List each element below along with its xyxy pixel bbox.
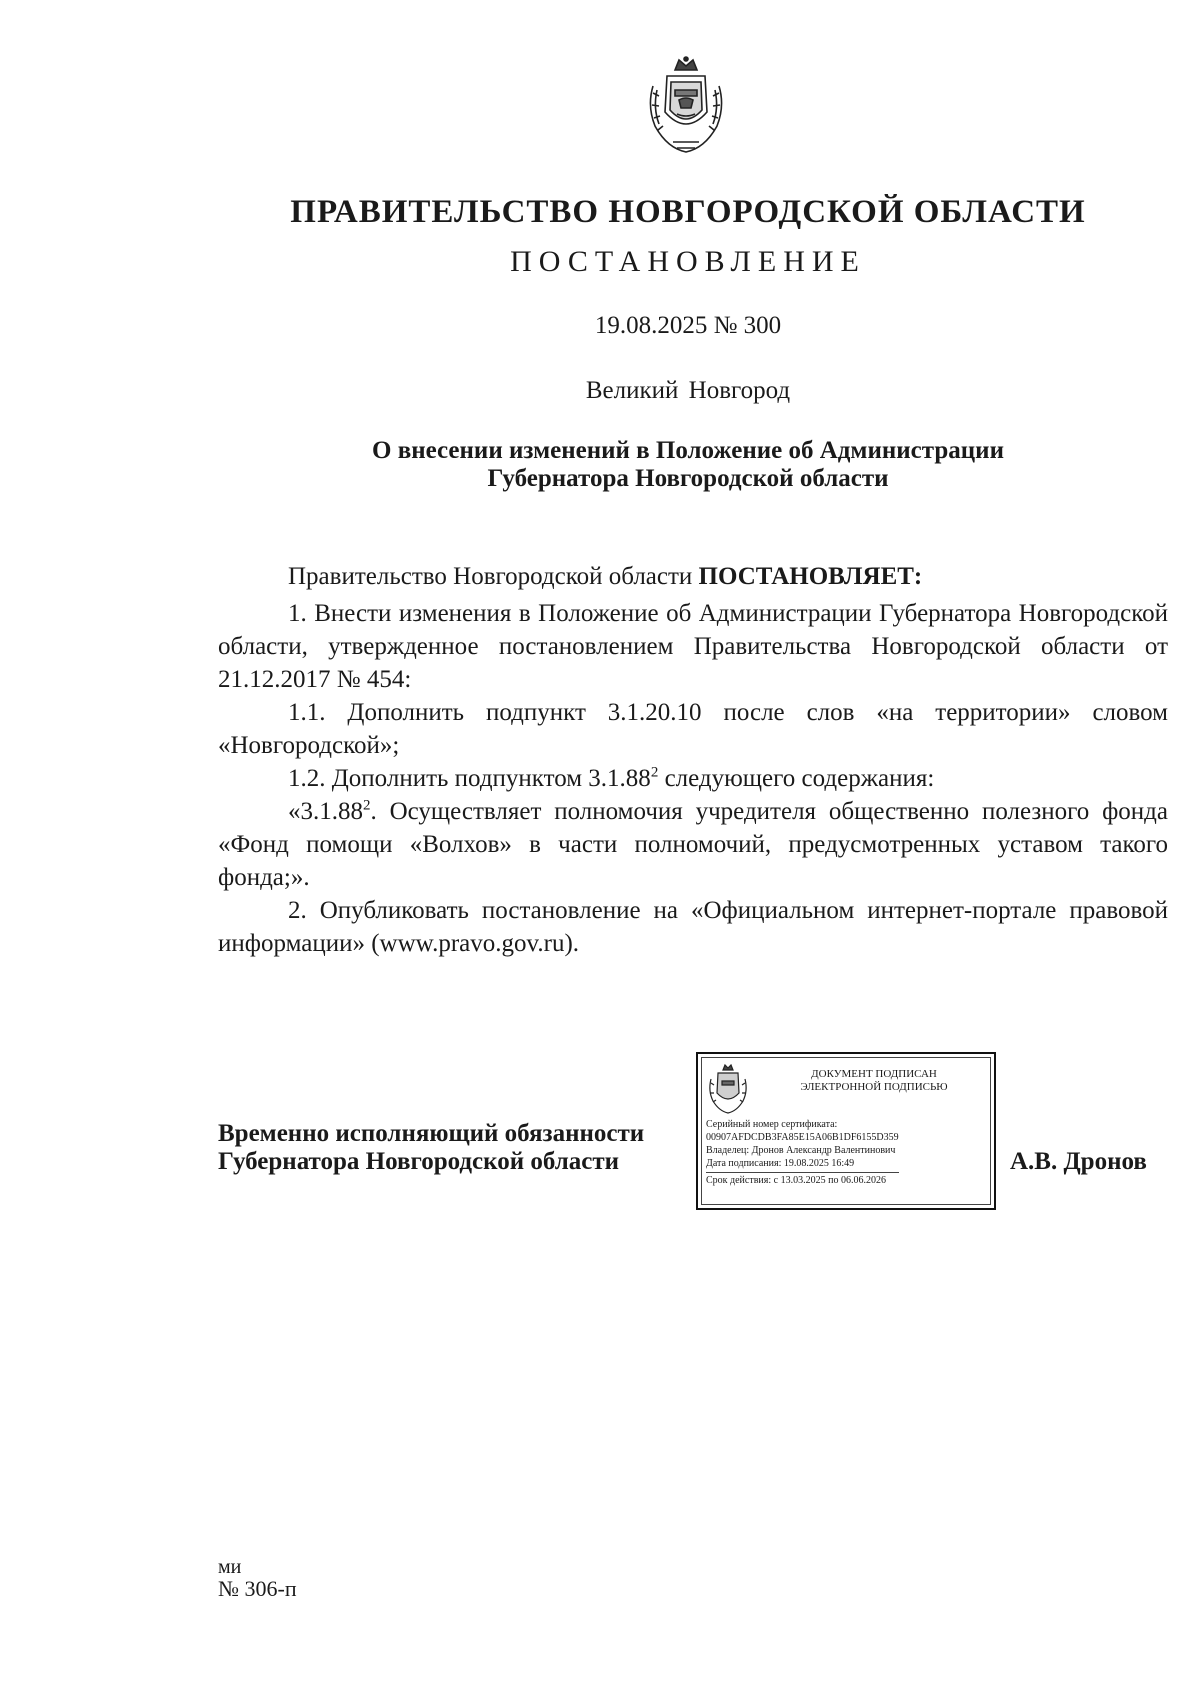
- item-1: 1. Внести изменения в Положение об Администрации Губернатора Новгородской области, утвержденное постановлением Правительства Новгородской области от 21.12.2017 № 454:: [218, 600, 1168, 693]
- stamp-coat-of-arms-icon: [707, 1063, 749, 1115]
- electronic-signature-stamp: [696, 1052, 996, 1210]
- document-subject: [0, 437, 1200, 493]
- footer-ref-number: № 306-п: [218, 1576, 297, 1601]
- document-type: ПОСТАНОВЛЕНИЕ: [510, 245, 866, 278]
- signer-position: Временно исполняющий обязанности Губернатора Новгородской области: [218, 1120, 645, 1175]
- signer-name: А.В. Дронов: [1010, 1148, 1147, 1175]
- item-1-2: 1.2. Дополнить подпунктом 3.1.88$^2$ следующего содержания:: [288, 764, 935, 792]
- document-date-number: 19.08.2025 № 300: [594, 312, 782, 339]
- stamp-validity: Срок действия: с 13.03.2025 по 06.06.2026: [706, 1172, 899, 1187]
- preamble-decree-word: ПОСТАНОВЛЯЕТ:: [698, 563, 923, 590]
- footer-initials: ми: [218, 1556, 242, 1578]
- preamble: [218, 560, 1168, 593]
- preamble-text: Правительство Новгородской области: [288, 563, 699, 590]
- stamp-title: ДОКУМЕНТ ПОДПИСАН ЭЛЕКТРОННОЙ ПОДПИСЬЮ: [800, 1068, 948, 1093]
- stamp-details: [706, 1118, 899, 1187]
- stamp-serial-number: 00907AFDCDB3FA85E15A06B1DF6155D359: [706, 1132, 899, 1143]
- document-city: Великий Новгород: [585, 377, 791, 404]
- document-body: [218, 560, 1168, 960]
- subject-line-1: О внесении изменений в Положение об Администрации: [372, 437, 1004, 464]
- stamp-signed-date: Дата подписания: 19.08.2025 16:49: [706, 1158, 855, 1169]
- stamp-owner: Владелец: Дронов Александр Валентинович: [706, 1145, 896, 1156]
- item-2: 2. Опубликовать постановление на «Официальном интернет-портале правовой информации» (www.pravo.gov.ru).: [218, 897, 1168, 957]
- item-1-2-quote: «3.1.88$^2$. Осуществляет полномочия учредителя общественно полезного фонда «Фонд помощи «Волхов» в части полномочий, предусмотренных уставом такого фонда;».: [218, 797, 1168, 891]
- document-footer: [218, 1556, 297, 1600]
- coat-of-arms-icon: [645, 56, 727, 156]
- stamp-serial-label: Серийный номер сертификата:: [706, 1119, 838, 1130]
- organization-title: ПРАВИТЕЛЬСТВО НОВГОРОДСКОЙ ОБЛАСТИ: [290, 194, 1086, 230]
- subject-line-2: Губернатора Новгородской области: [487, 465, 889, 492]
- item-1-1: 1.1. Дополнить подпункт 3.1.20.10 после слов «на территории» словом «Новгородской»;: [218, 699, 1168, 759]
